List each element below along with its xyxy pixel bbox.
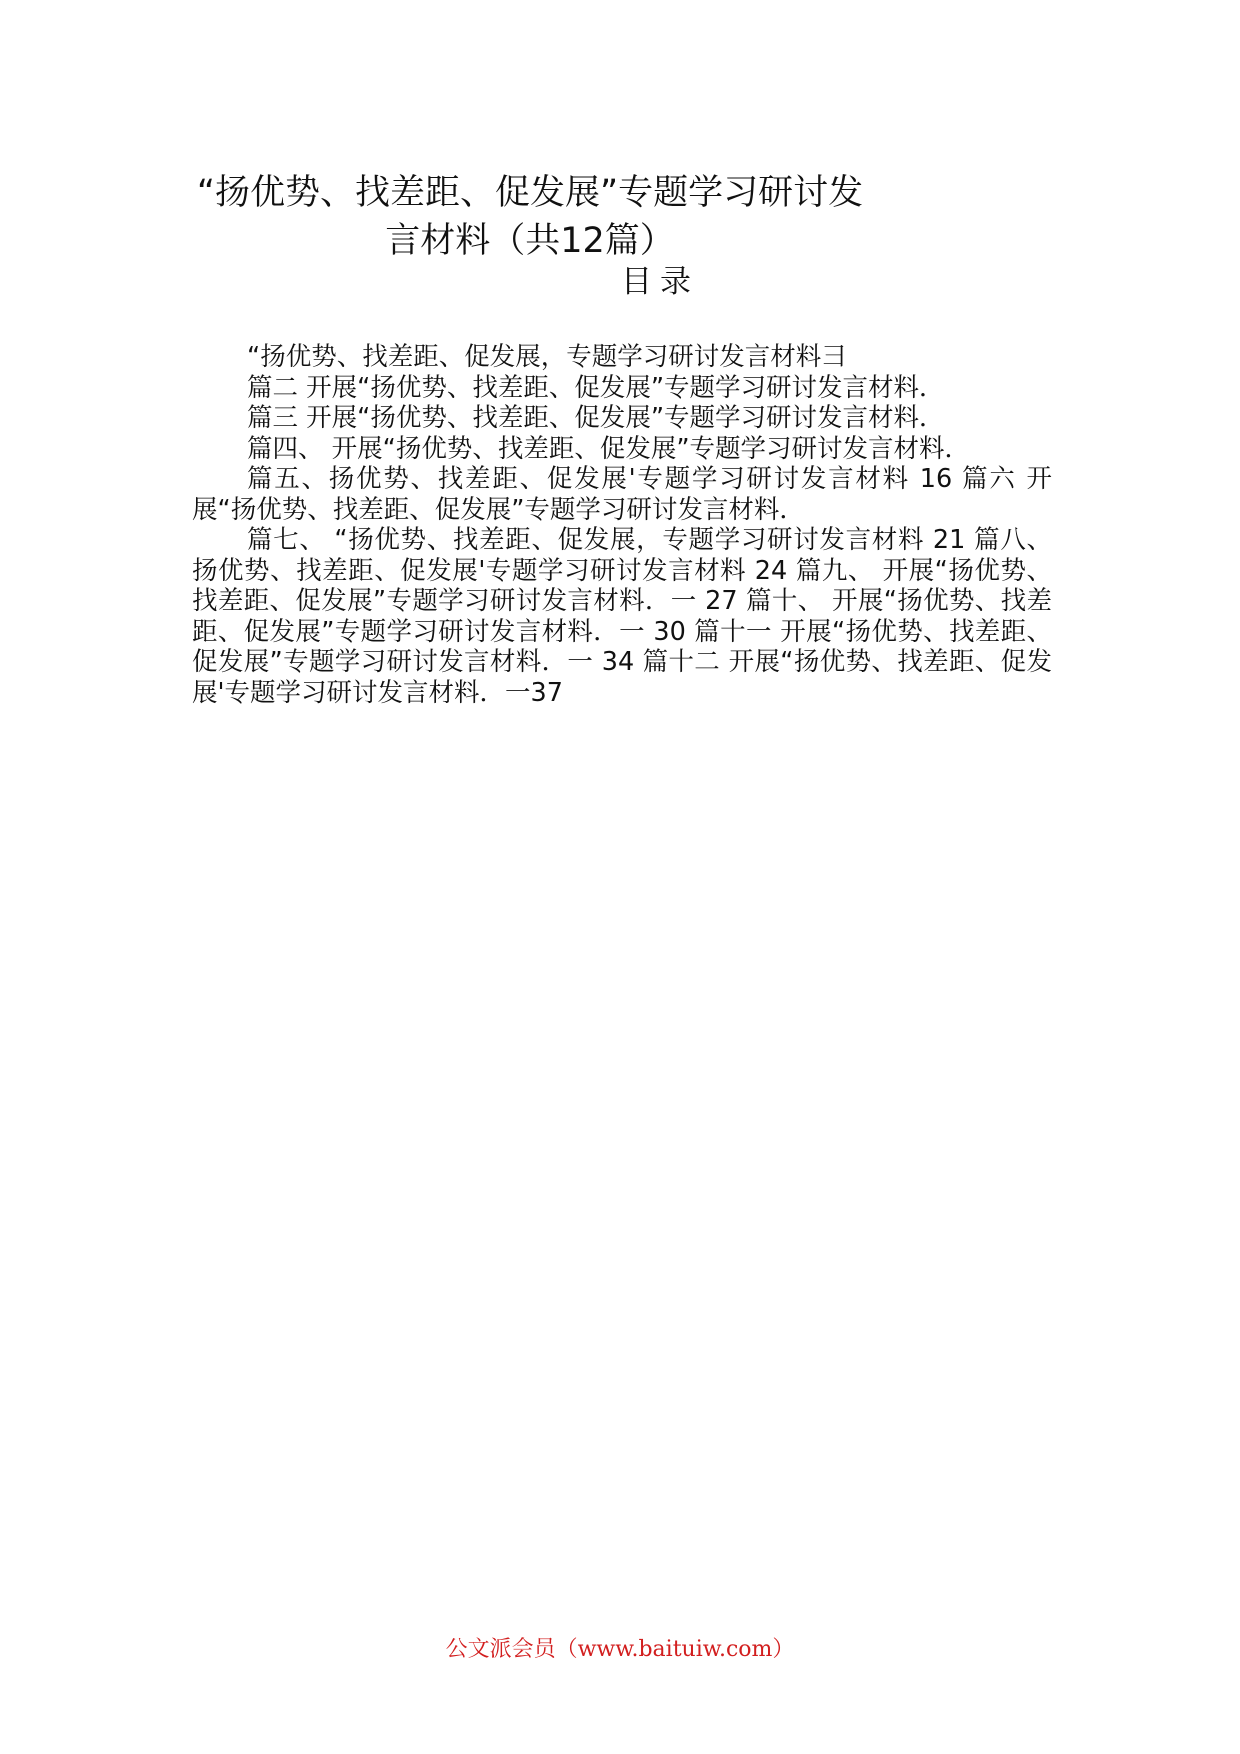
- toc-entry-3: 篇三 开展“扬优势、找差距、促发展”专题学习研讨发言材料．: [247, 403, 945, 433]
- toc-heading: 目录: [621, 264, 699, 300]
- toc-entry-1: “扬优势、找差距、促发展，专题学习研讨发言材料彐: [247, 342, 847, 372]
- toc-entry-2: 篇二 开展“扬优势、找差距、促发展”专题学习研讨发言材料．: [247, 372, 945, 403]
- footer-watermark: 公文派会员（www.baituiw.com）: [445, 1637, 795, 1662]
- document-title-line-1: “扬优势、找差距、促发展”专题学习研讨发: [196, 173, 864, 213]
- toc-entry-7-12: 篇七、 “扬优势、找差距、促发展，专题学习研讨发言材料 21 篇八、扬优势、找差距、促发展'专题学习研讨发言材料 24 篇九、 开展“扬优势、找差距、促发展”专题学习研讨发言材料．一 27 篇十、 开展“扬优势、找差距、促发展”专题学习研讨发言材料．一 30 篇十一 开展“扬优势、找差距、促发展”专题学习研讨发言材料．一 34 篇十二 开展“扬优势、找差距、促发展'专题学习研讨发言材料．一37: [192, 525, 1052, 708]
- toc-entry-4: 篇四、 开展“扬优势、找差距、促发展”专题学习研讨发言材料．: [247, 433, 971, 464]
- document-title-line-2: 言材料（共12篇）: [385, 221, 675, 261]
- table-of-contents: [192, 342, 1052, 708]
- toc-entry-5-6: 篇五、扬优势、找差距、促发展'专题学习研讨发言材料 16 篇六 开展“扬优势、找差距、促发展”专题学习研讨发言材料．: [192, 464, 1052, 525]
